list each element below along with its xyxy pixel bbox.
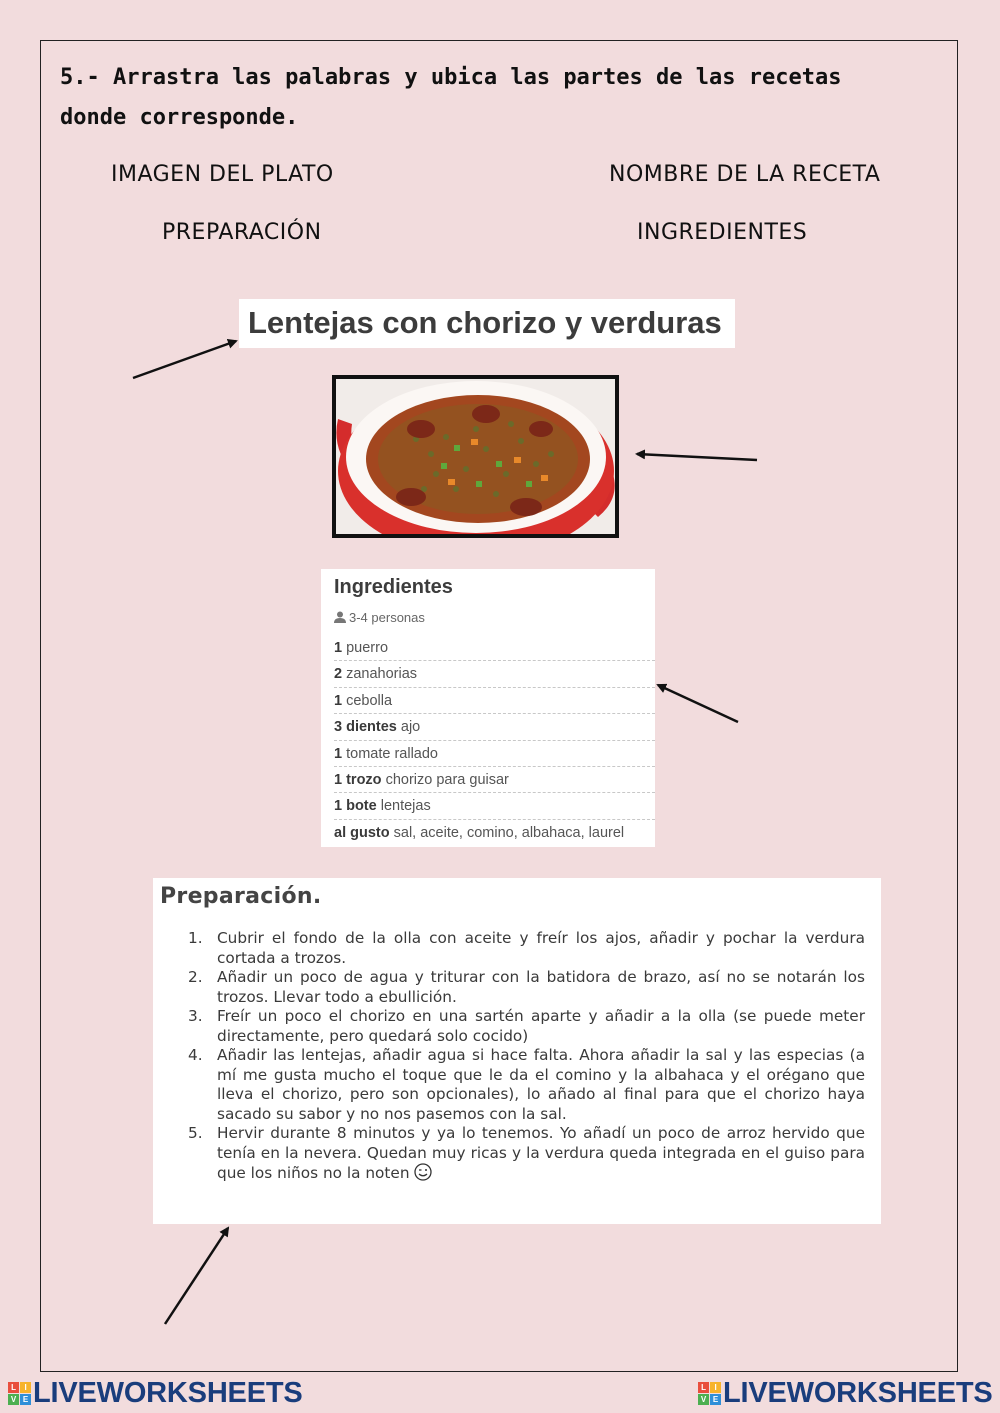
drag-word-imagen-del-plato[interactable]: IMAGEN DEL PLATO — [111, 162, 334, 187]
logo-letter: L — [698, 1382, 709, 1393]
ingredient-qty: 2 — [334, 666, 343, 683]
step-number: 1. — [188, 929, 203, 947]
liveworksheets-logo-left[interactable] — [8, 1377, 303, 1409]
logo-letter: I — [710, 1382, 721, 1393]
ingredient-name: zanahorias — [346, 666, 418, 683]
ingredient-name: puerro — [346, 640, 389, 656]
step-number: 5. — [188, 1124, 203, 1142]
instruction-text: 5.- Arrastra las palabras y ubica las partes de las recetas donde corresponde. — [60, 65, 842, 130]
step-number: 3. — [188, 1007, 203, 1025]
logo-mark — [698, 1382, 721, 1405]
step-number: 4. — [188, 1046, 203, 1064]
logo-letter: V — [8, 1394, 19, 1405]
ingredient-name: tomate rallado — [346, 745, 438, 762]
logo-letter: V — [698, 1394, 709, 1405]
logo-mark — [8, 1382, 31, 1405]
step-number: 2. — [188, 968, 203, 986]
step-text: Añadir las lentejas, añadir agua si hace falta. Ahora añadir la sal y las especias (a mí me gusta mucho el toque que le da el comino y la albahaca y el orégano que lleva el chorizo, pero son opcionales), lo añado al final para que el chorizo haya sacado su sabor y no nos pasemos con la sal. — [217, 1046, 865, 1123]
logo-text: LIVEWORKSHEETS — [723, 1376, 993, 1409]
preparation-heading: Preparación. — [160, 884, 322, 909]
ingredient-name: cebolla — [346, 692, 393, 709]
step-text: Cubrir el fondo de la olla con aceite y freír los ajos, añadir y pochar la verdura cortada a trozos. — [217, 929, 865, 967]
ingredient-qty: 1 bote — [334, 798, 377, 815]
ingredient-qty: 1 — [334, 745, 343, 762]
step-text: Freír un poco el chorizo en una sartén aparte y añadir a la olla (se puede meter directamente, pero quedará solo cocido) — [217, 1007, 865, 1045]
arrow-to-image — [637, 454, 757, 460]
ingredient-qty: 3 dientes — [334, 719, 397, 736]
ingredients-heading: Ingredientes — [334, 576, 453, 598]
drag-word-preparacion[interactable]: PREPARACIÓN — [162, 220, 322, 245]
arrow-to-title — [133, 341, 236, 378]
liveworksheets-logo-right[interactable] — [698, 1377, 993, 1409]
arrow-to-preparation — [165, 1228, 228, 1324]
ingredient-qty: 1 — [334, 692, 343, 709]
drag-word-ingredientes[interactable]: INGREDIENTES — [637, 220, 808, 245]
logo-text: LIVEWORKSHEETS — [33, 1376, 303, 1409]
logo-letter: E — [20, 1394, 31, 1405]
recipe-title: Lentejas con chorizo y verduras — [248, 305, 722, 340]
ingredient-name: chorizo para guisar — [385, 771, 509, 788]
drag-word-nombre-de-la-receta[interactable]: NOMBRE DE LA RECETA — [609, 162, 881, 187]
ingredient-name: ajo — [400, 719, 421, 736]
logo-letter: L — [8, 1382, 19, 1393]
ingredient-name: sal, aceite, comino, albahaca, laurel — [393, 824, 625, 841]
ingredient-qty: 1 trozo — [334, 771, 382, 788]
logo-letter: I — [20, 1382, 31, 1393]
arrow-to-ingredients — [658, 685, 738, 722]
servings-text: 3-4 personas — [349, 610, 425, 625]
ingredient-qty: al gusto — [334, 824, 390, 841]
step-text: Hervir durante 8 minutos y ya lo tenemos. Yo añadí un poco de arroz hervido que tenía en la nevera. Quedan muy ricas y la verdura queda integrada en el guiso para que los niños no la noten — [217, 1124, 865, 1182]
ingredient-qty: 1 — [334, 640, 343, 656]
ingredient-name: lentejas — [380, 798, 431, 815]
logo-letter: E — [710, 1394, 721, 1405]
step-text: Añadir un poco de agua y triturar con la batidora de brazo, así no se notarán los trozos. Llevar todo a ebullición. — [217, 968, 865, 1006]
